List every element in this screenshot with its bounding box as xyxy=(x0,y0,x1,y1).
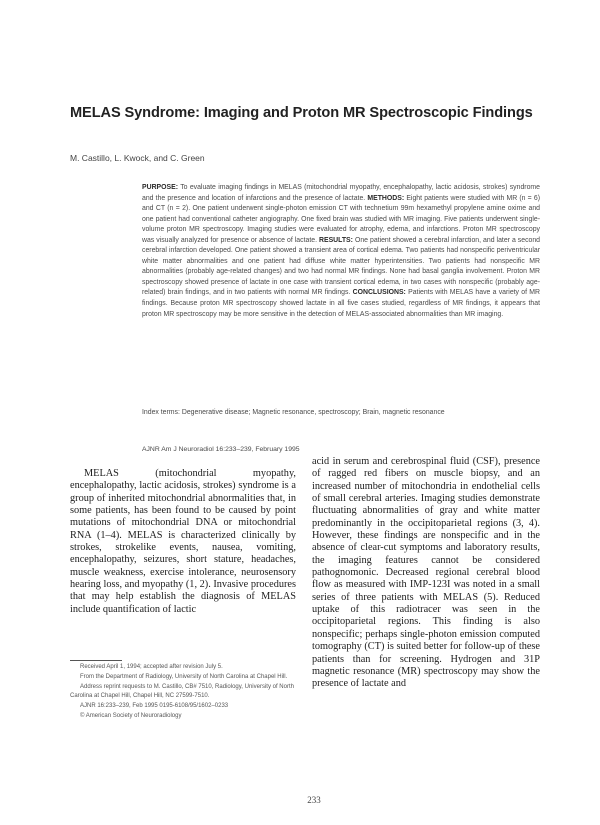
footnote-affiliation: From the Department of Radiology, University of North Carolina at Chapel Hill. xyxy=(80,673,288,680)
results-text: One patient showed a cerebral infarction, and later a second cerebral infarction developed. One patient showed a transient area of cortical edema. Two patients had nonspecific periventricular white matter abnormalities and one patient had diffuse white matter hyperintensities. Two patients had nonspecific MR abnormalities (probably age-related changes) and two had normal MR findings. None had basal ganglia involvement. Proton MR spectroscopy showed presence of lactate in one case with transient cortical edema, in two cases with nonspecific (probably age-related) brain findings, and in two patients with normal MR findings. xyxy=(142,236,541,297)
footnote-divider xyxy=(70,660,122,661)
footnote-issn: AJNR 16:233–239, Feb 1995 0195-6108/95/1602–0233 xyxy=(80,702,229,709)
page-number: 233 xyxy=(307,795,321,805)
footnote-received: Received April 1, 1994; accepted after revision July 5. xyxy=(80,664,223,670)
conclusions-text: Patients with MELAS have a variety of MR findings. Because proton MR spectroscopy showed lactate in all five cases studied, regardless of MR findings, it appears that proton MR spectroscopy may be more sensitive in the detection of MELAS-associated abnormalities than MR imaging. xyxy=(142,289,540,318)
purpose-text: To evaluate imaging findings in MELAS (mitochondrial myopathy, encephalopathy, lactic acidosis, strokes) syndrome and the presence and location of infarctions and the presence of lactate. xyxy=(142,184,540,202)
footnotes xyxy=(70,663,296,721)
methods-label: METHODS: xyxy=(367,194,405,202)
index-terms xyxy=(142,408,540,419)
article-title: MELAS Syndrome: Imaging and Proton MR Spectroscopic Findings xyxy=(70,105,533,121)
results-label: RESULTS: xyxy=(319,236,353,244)
footnote-reprints: Address reprint requests to M. Castillo, CB# 7510, Radiology, University of North Carolina at Chapel Hill, Chapel Hill, NC 27599-7510. xyxy=(70,683,294,699)
index-terms-label: Index terms: xyxy=(142,409,180,416)
conclusions-label: CONCLUSIONS: xyxy=(352,289,406,297)
abstract xyxy=(142,183,540,320)
journal-citation: AJNR Am J Neuroradiol 16:233–239, February 1995 xyxy=(142,446,300,453)
index-terms-text: Degenerative disease; Magnetic resonance, spectroscopy; Brain, magnetic resonance xyxy=(181,409,445,416)
methods-text: Eight patients were studied with MR (n = 6) and CT (n = 2). One patient underwent single-photon emission CT with technetium 99m hexamethyl propylene amine oxime and one patient had conventional catheter angiography. One fixed brain was studied with MR imaging. Five patients underwent single-volume proton MR spectroscopy. Imaging studies were evaluated for atrophy, edema, and infarctions. Proton MR spectroscopy was visually analyzed for presence or absence of lactate. xyxy=(142,194,540,244)
footnote-copyright: © American Society of Neuroradiology xyxy=(80,712,182,719)
body-text-right-column: acid in serum and cerebrospinal fluid (CSF), presence of ragged red fibers on muscle biopsy, and an increased number of mitochondria in endothelial cells of small cerebral arteries. Imaging studies demonstrate fluctuating abnormalities of gray and white matter predominantly in the occipitoparietal regions (3, 4). However, these findings are nonspecific and in the absence of clear-cut symptoms and laboratory results, the imaging features cannot be considered pathognomonic. Decreased regional cerebral blood flow as measured with IMP-123I was noted in a small series of three patients with MELAS (5). Reduced uptake of this radiotracer was seen in the occipitoparietal regions. This finding is also nonspecific; perhaps single-photon emission computed tomography (CT) is suited better for follow-up of these patients than for screening. Hydrogen and 31P magnetic resonance (MR) spectroscopy may show the presence of lactate and xyxy=(312,456,540,690)
purpose-label: PURPOSE: xyxy=(142,184,178,191)
body-text-left-column: MELAS (mitochondrial myopathy, encephalopathy, lactic acidosis, strokes) syndrome is a group of inherited mitochondrial abnormalities that, in some patients, has been found to be caused by point mutations of mitochondrial DNA or mitochondrial RNA (1–4). MELAS is characterized clinically by strokes, strokelike events, nausea, vomiting, encephalopathy, seizures, short stature, headaches, muscle weakness, exercise intolerance, neurosensory hearing loss, and myopathy (1, 2). Invasive procedures that may help establish the diagnosis of MELAS include quantification of lactic xyxy=(70,468,296,615)
article-authors: M. Castillo, L. Kwock, and C. Green xyxy=(70,153,205,163)
